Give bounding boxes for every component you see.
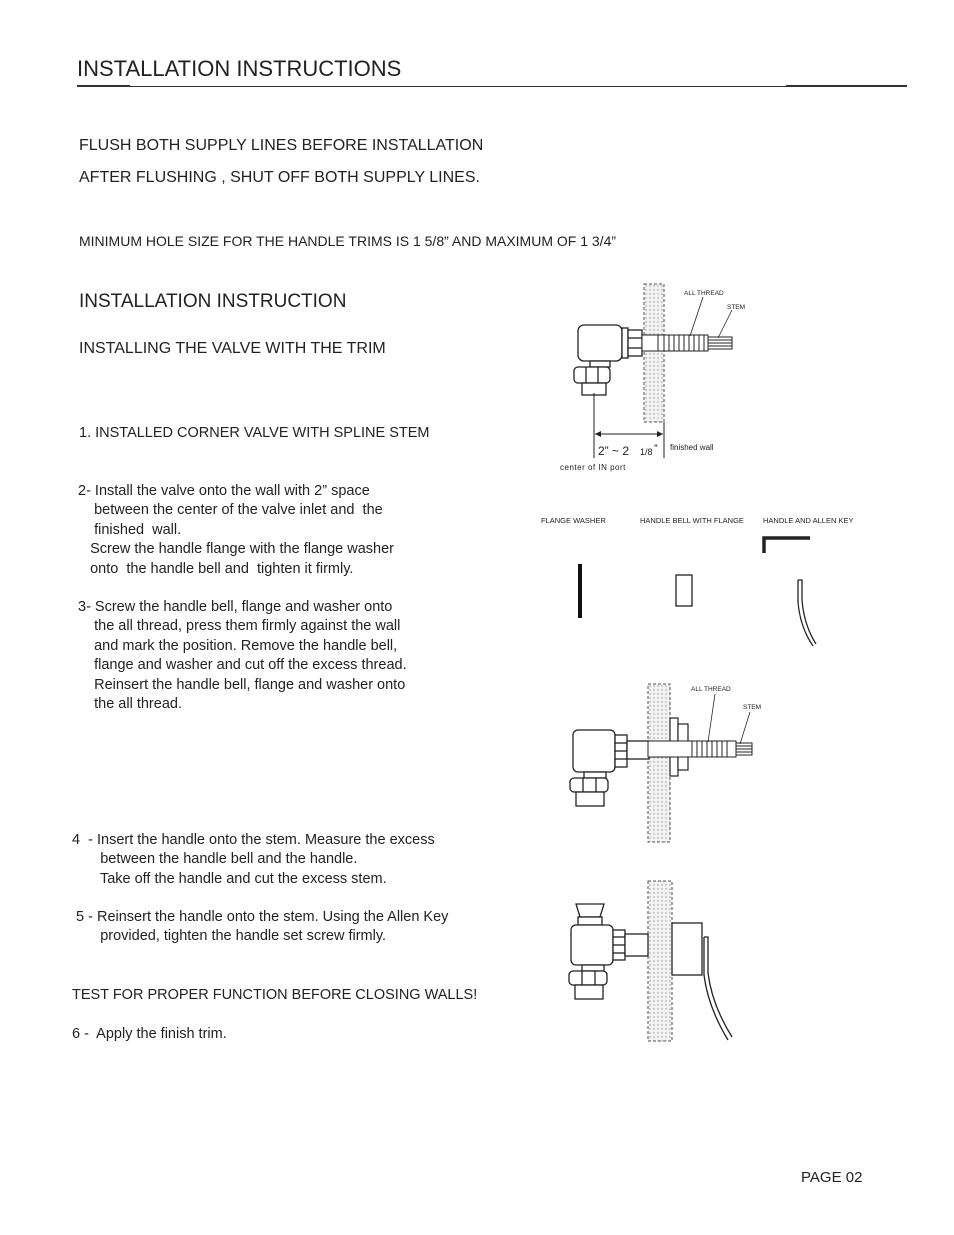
handle-key-label: HANDLE AND ALLEN KEY	[763, 516, 854, 525]
title-divider-accent-right	[786, 85, 907, 87]
corner-valve-icon	[570, 730, 649, 806]
all-thread-label: ALL THREAD	[684, 290, 724, 297]
all-thread-label: ALL THREAD	[691, 686, 731, 693]
dimension-main: 2” ~ 2	[598, 444, 630, 458]
section-heading: INSTALLATION INSTRUCTION	[79, 291, 347, 312]
title-divider	[77, 86, 907, 87]
step-1: 1. INSTALLED CORNER VALVE WITH SPLINE STEM	[79, 425, 430, 441]
stem-label: STEM	[743, 704, 762, 711]
flange-washer-icon	[578, 564, 582, 618]
diagram-bell-installed	[560, 680, 770, 850]
step-5: 5 - Reinsert the handle onto the stem. Using the Allen Key provided, tighten the handle set screw firmly.	[76, 909, 449, 945]
wall-section	[644, 284, 664, 422]
flush-instruction: FLUSH BOTH SUPPLY LINES BEFORE INSTALLATION	[79, 137, 484, 154]
step-3: 3- Screw the handle bell, flange and washer onto the all thread, press them firmly against the wall and mark the position. Remove the handle bell, flange and washer and cut off the excess thread. Reinsert the handle bell, flange and washer onto the all thread.	[78, 599, 407, 713]
step-4: 4 - Insert the handle onto the stem. Measure the excess between the handle bell and the handle. Take off the handle and cut the excess stem.	[72, 832, 435, 887]
flange-washer-label: FLANGE WASHER	[541, 516, 606, 525]
wall-section	[648, 684, 670, 842]
hole-size-note: MINIMUM HOLE SIZE FOR THE HANDLE TRIMS IS 1 5/8” AND MAXIMUM OF 1 3/4”	[79, 233, 617, 249]
diagram-valve-wall-spacing	[540, 280, 790, 480]
step-2: 2- Install the valve onto the wall with 2” space between the center of the valve inlet and the finished wall. Screw the handle flange with the flange washer onto the handle bell and tighten it firmly.	[78, 483, 394, 577]
stem-label: STEM	[727, 304, 746, 311]
handle-bell-label: HANDLE BELL WITH FLANGE	[640, 516, 744, 525]
all-thread-icon	[648, 741, 736, 757]
page-title: INSTALLATION INSTRUCTIONS	[77, 56, 402, 81]
title-divider-accent-left	[77, 85, 130, 87]
handle-icon	[798, 580, 816, 646]
shutoff-instruction: AFTER FLUSHING , SHUT OFF BOTH SUPPLY LINES.	[79, 169, 480, 186]
center-in-port-label: center of IN port	[560, 463, 626, 472]
page-number: PAGE 02	[801, 1169, 863, 1186]
test-warning: TEST FOR PROPER FUNCTION BEFORE CLOSING WALLS!	[72, 987, 478, 1003]
step-6: 6 - Apply the finish trim.	[72, 1026, 227, 1042]
corner-valve-icon	[569, 904, 648, 999]
dimension-fraction: 1/8	[640, 447, 653, 457]
diagram-handle-installed	[560, 875, 760, 1050]
finished-wall-label: finished wall	[670, 443, 714, 452]
all-thread-icon	[642, 335, 708, 351]
handle-icon	[704, 937, 732, 1040]
corner-valve-icon	[574, 325, 642, 395]
handle-bell-icon	[676, 575, 692, 606]
stem-icon	[708, 337, 732, 349]
wall-section	[648, 881, 672, 1041]
stem-icon	[736, 743, 752, 755]
parts-illustration	[560, 530, 830, 650]
handle-bell-icon	[672, 923, 702, 975]
dimension-close: ”	[654, 443, 658, 455]
allen-key-icon	[764, 538, 810, 553]
section-subheading: INSTALLING THE VALVE WITH THE TRIM	[79, 340, 386, 357]
